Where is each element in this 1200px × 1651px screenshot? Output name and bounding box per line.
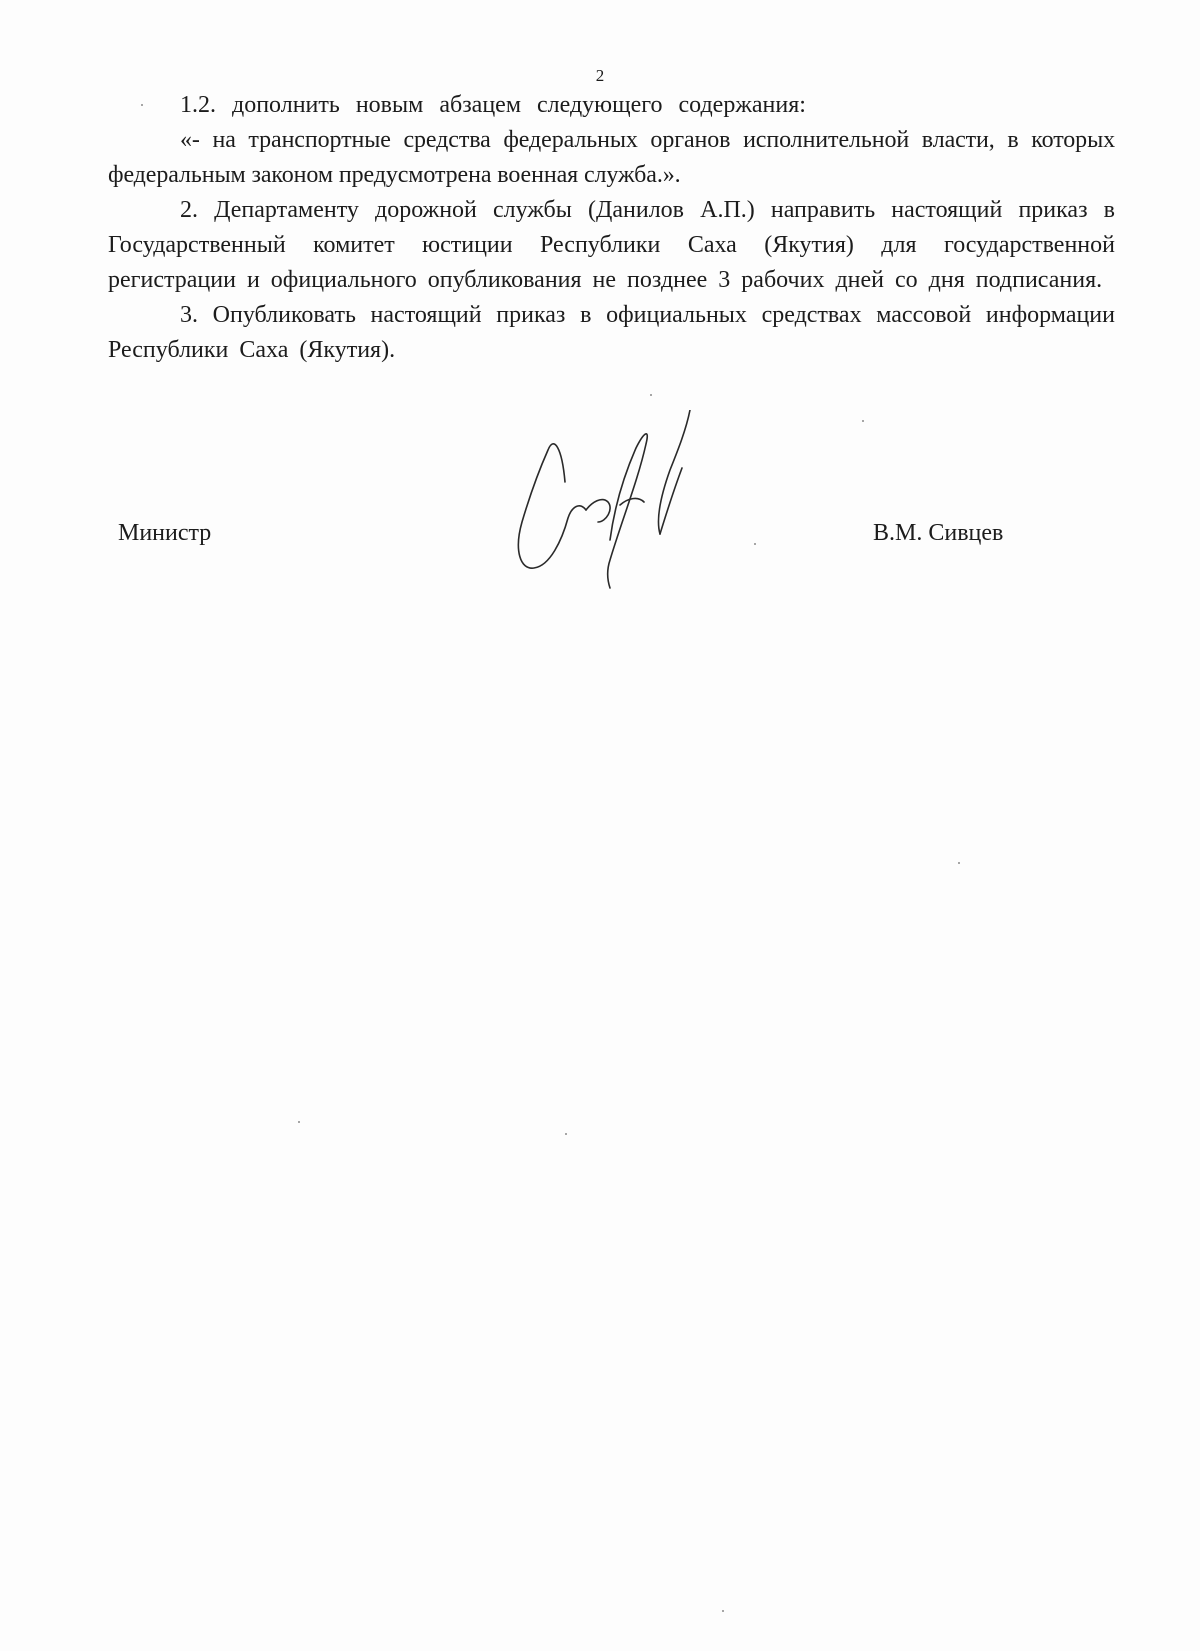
paragraph-item-3: 3. Опубликовать настоящий приказ в официальных средствах массовой информации Республики Саха (Якутия). [108,302,1115,363]
scan-speck [958,862,960,864]
scan-speck [862,420,864,422]
signatory-name: В.М. Сивцев [873,520,1004,546]
scan-speck [650,394,652,396]
document-body [108,88,1115,368]
scan-speck [141,104,143,106]
scan-speck [565,1133,567,1135]
scan-speck [754,543,756,545]
page-number: 2 [595,66,605,85]
paragraph-quote: «- на транспортные средства федеральных органов исполнительной власти, в которых федеральным законом предусмотрена военная служба.». [108,127,1115,188]
paragraph-item-1-2: 1.2. дополнить новым абзацем следующего содержания: [180,92,806,118]
scan-speck [298,1121,300,1123]
handwritten-signature [510,410,740,590]
paragraph-item-2: 2. Департаменту дорожной службы (Данилов А.П.) направить настоящий приказ в Государственный комитет юстиции Республики Саха (Якутия) для государственной регистрации и официального опубликования не позднее 3 рабочих дней со дня подписания. [108,197,1115,293]
scan-speck [722,1610,724,1612]
signatory-title: Министр [118,520,212,546]
